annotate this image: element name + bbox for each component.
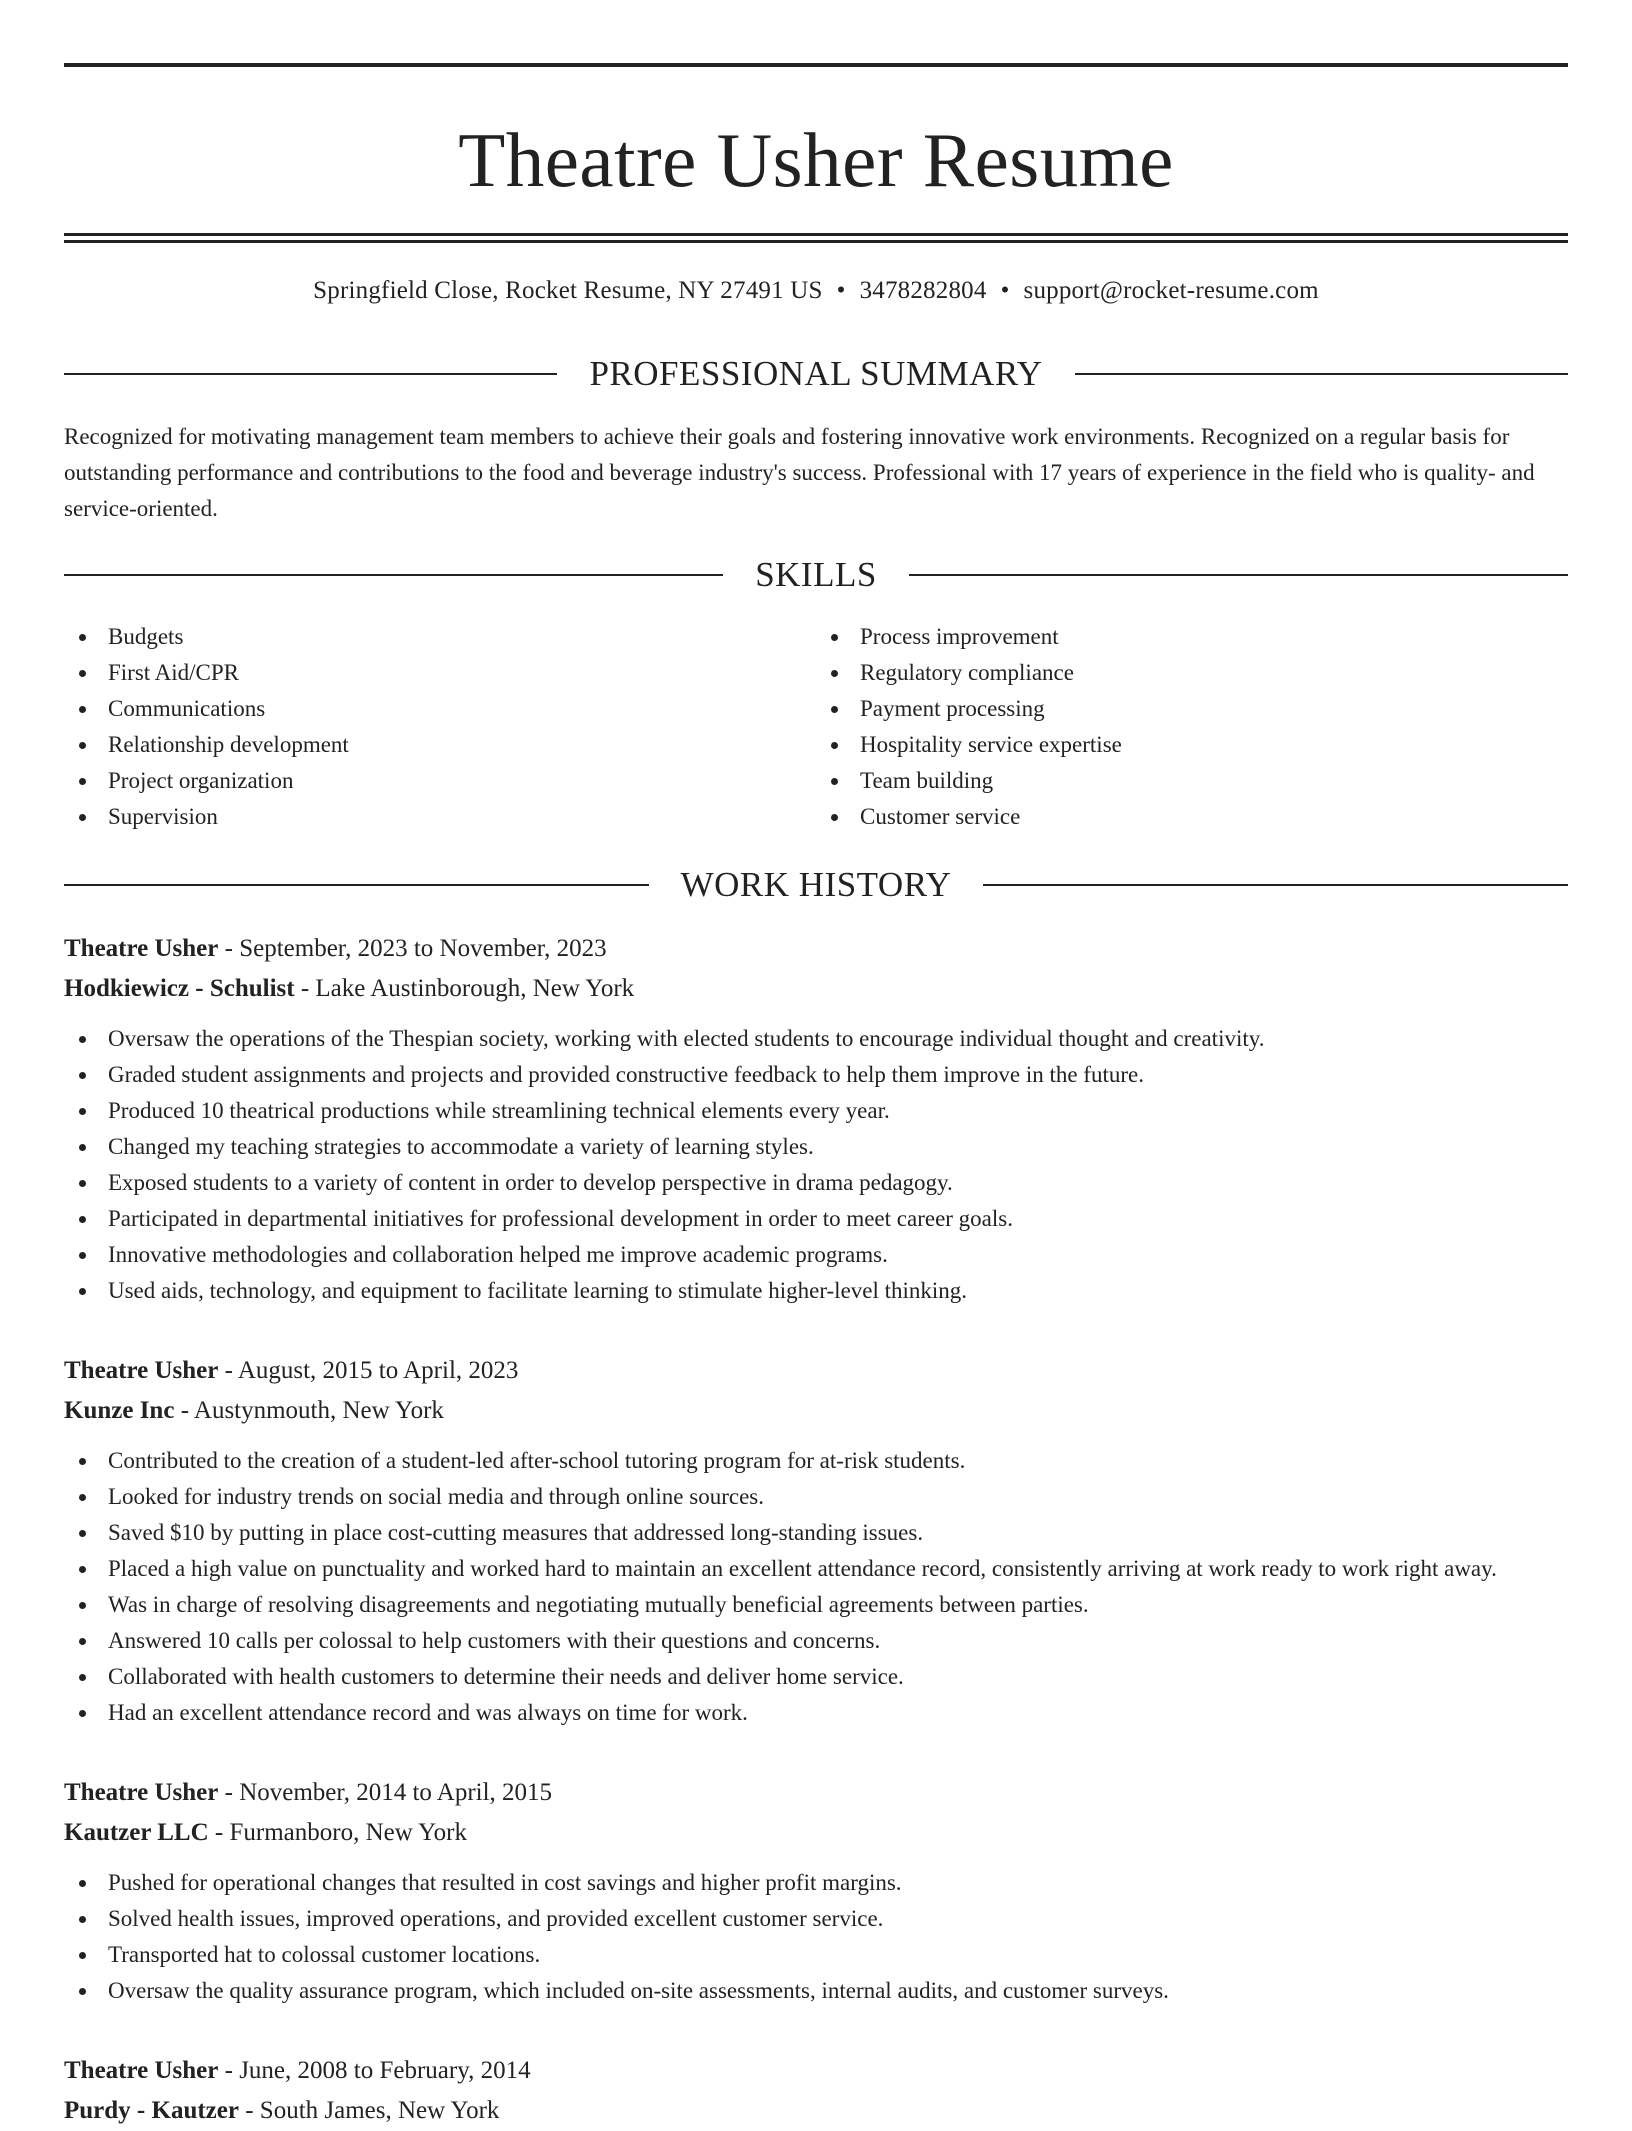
summary-heading — [64, 354, 1568, 394]
job-duty-item: Solved health issues, improved operations, and provided excellent customer service. — [64, 1901, 1568, 1937]
heading-rule — [64, 884, 649, 886]
job-title: Theatre Usher — [64, 1779, 219, 1806]
contact-line — [64, 274, 1568, 308]
job-duty-item: Was in charge of resolving disagreements and negotiating mutually beneficial agreements between parties. — [64, 1587, 1568, 1623]
job-location: - Furmanboro, New York — [208, 1819, 467, 1846]
job-dates: - June, 2008 to February, 2014 — [218, 2057, 531, 2084]
skill-item: Payment processing — [816, 691, 1568, 727]
job-company: Kautzer LLC — [64, 1819, 209, 1846]
job-duty-item: Exposed students to a variety of content in order to develop perspective in drama pedagogy. — [64, 1165, 1568, 1201]
work-heading-label: WORK HISTORY — [680, 865, 952, 904]
job-duty-item: Produced 10 theatrical productions while streamlining technical elements every year. — [64, 1093, 1568, 1129]
contact-separator: • — [1000, 277, 1010, 304]
job-dates: - August, 2015 to April, 2023 — [218, 1357, 519, 1384]
job-company-line — [64, 1391, 1568, 1431]
contact-address: Springfield Close, Rocket Resume, NY 27491 US — [313, 277, 823, 304]
page-title: Theatre Usher Resume — [458, 117, 1174, 203]
job-duties — [64, 1865, 1568, 2009]
job-duty-item: Changed my teaching strategies to accommodate a variety of learning styles. — [64, 1129, 1568, 1165]
job-entry — [64, 929, 1568, 1309]
job-entry — [64, 1351, 1568, 1731]
job-title-line — [64, 1773, 1568, 1813]
heading-rule — [983, 884, 1568, 886]
job-duties — [64, 1021, 1568, 1309]
job-company-line — [64, 2091, 1568, 2131]
skill-item: Hospitality service expertise — [816, 727, 1568, 763]
skills-heading-label: SKILLS — [755, 555, 877, 594]
heading-rule — [64, 373, 557, 375]
contact-separator: • — [836, 277, 846, 304]
job-duty-item: Innovative methodologies and collaboration helped me improve academic programs. — [64, 1237, 1568, 1273]
skill-item: Supervision — [64, 799, 816, 835]
top-rule — [64, 63, 1568, 67]
job-title-line — [64, 2051, 1568, 2091]
job-duty-item: Participated in departmental initiatives for professional development in order to meet career goals. — [64, 1201, 1568, 1237]
job-duty-item: Saved $10 by putting in place cost-cutting measures that addressed long-standing issues. — [64, 1515, 1568, 1551]
skills-column-left — [64, 619, 816, 835]
job-dates: - November, 2014 to April, 2015 — [218, 1779, 553, 1806]
heading-rule — [1075, 373, 1568, 375]
job-company-line — [64, 1813, 1568, 1853]
job-company: Kunze Inc — [64, 1397, 175, 1424]
job-duty-item: Answered 10 calls per colossal to help customers with their questions and concerns. — [64, 1623, 1568, 1659]
job-title-line — [64, 1351, 1568, 1391]
skills-column-right — [816, 619, 1568, 835]
job-dates: - September, 2023 to November, 2023 — [218, 935, 607, 962]
skill-item: Project organization — [64, 763, 816, 799]
summary-heading-label: PROFESSIONAL SUMMARY — [589, 354, 1043, 393]
skill-item: Regulatory compliance — [816, 655, 1568, 691]
job-duties — [64, 1443, 1568, 1731]
resume-page — [64, 0, 1568, 2131]
job-duty-item: Contributed to the creation of a student-led after-school tutoring program for at-risk students. — [64, 1443, 1568, 1479]
heading-rule — [64, 574, 723, 576]
contact-email: support@rocket-resume.com — [1023, 277, 1319, 304]
job-location: - Lake Austinborough, New York — [294, 975, 635, 1002]
job-duty-item: Had an excellent attendance record and was always on time for work. — [64, 1695, 1568, 1731]
skill-item: Communications — [64, 691, 816, 727]
job-duty-item: Transported hat to colossal customer locations. — [64, 1937, 1568, 1973]
job-duty-item: Oversaw the quality assurance program, which included on-site assessments, internal audits, and customer surveys. — [64, 1973, 1568, 2009]
contact-phone: 3478282804 — [859, 277, 987, 304]
job-duty-item: Pushed for operational changes that resulted in cost savings and higher profit margins. — [64, 1865, 1568, 1901]
job-title: Theatre Usher — [64, 935, 219, 962]
skills-list — [64, 619, 1568, 835]
work-history-list — [64, 929, 1568, 2131]
skill-item: First Aid/CPR — [64, 655, 816, 691]
heading-rule — [909, 574, 1568, 576]
job-location: - Austynmouth, New York — [174, 1397, 444, 1424]
skill-item: Process improvement — [816, 619, 1568, 655]
job-entry — [64, 2051, 1568, 2131]
job-title: Theatre Usher — [64, 2057, 219, 2084]
skill-item: Team building — [816, 763, 1568, 799]
job-entry — [64, 1773, 1568, 2009]
job-duty-item: Used aids, technology, and equipment to facilitate learning to stimulate higher-level thinking. — [64, 1273, 1568, 1309]
job-duty-item: Oversaw the operations of the Thespian society, working with elected students to encourage individual thought and creativity. — [64, 1021, 1568, 1057]
skill-item: Budgets — [64, 619, 816, 655]
job-company: Purdy - Kautzer — [64, 2097, 239, 2124]
job-title-line — [64, 929, 1568, 969]
summary-text: Recognized for motivating management team members to achieve their goals and fostering innovative work environments. Recognized on a regular basis for outstanding performance and contributions to the food and beverage industry's success. Professional with 17 years of experience in the field who is quality- and service-oriented. — [64, 424, 1535, 521]
work-heading — [64, 865, 1568, 905]
job-duty-item: Graded student assignments and projects and provided constructive feedback to help them improve in the future. — [64, 1057, 1568, 1093]
job-company-line — [64, 969, 1568, 1009]
job-title: Theatre Usher — [64, 1357, 219, 1384]
skills-heading — [64, 555, 1568, 595]
skill-item: Relationship development — [64, 727, 816, 763]
skill-item: Customer service — [816, 799, 1568, 835]
job-company: Hodkiewicz - Schulist — [64, 975, 295, 1002]
job-location: - South James, New York — [238, 2097, 500, 2124]
job-duty-item: Placed a high value on punctuality and worked hard to maintain an excellent attendance record, consistently arriving at work ready to work right away. — [64, 1551, 1568, 1587]
job-duty-item: Collaborated with health customers to determine their needs and deliver home service. — [64, 1659, 1568, 1695]
job-duty-item: Looked for industry trends on social media and through online sources. — [64, 1479, 1568, 1515]
title-double-rule — [64, 233, 1568, 243]
